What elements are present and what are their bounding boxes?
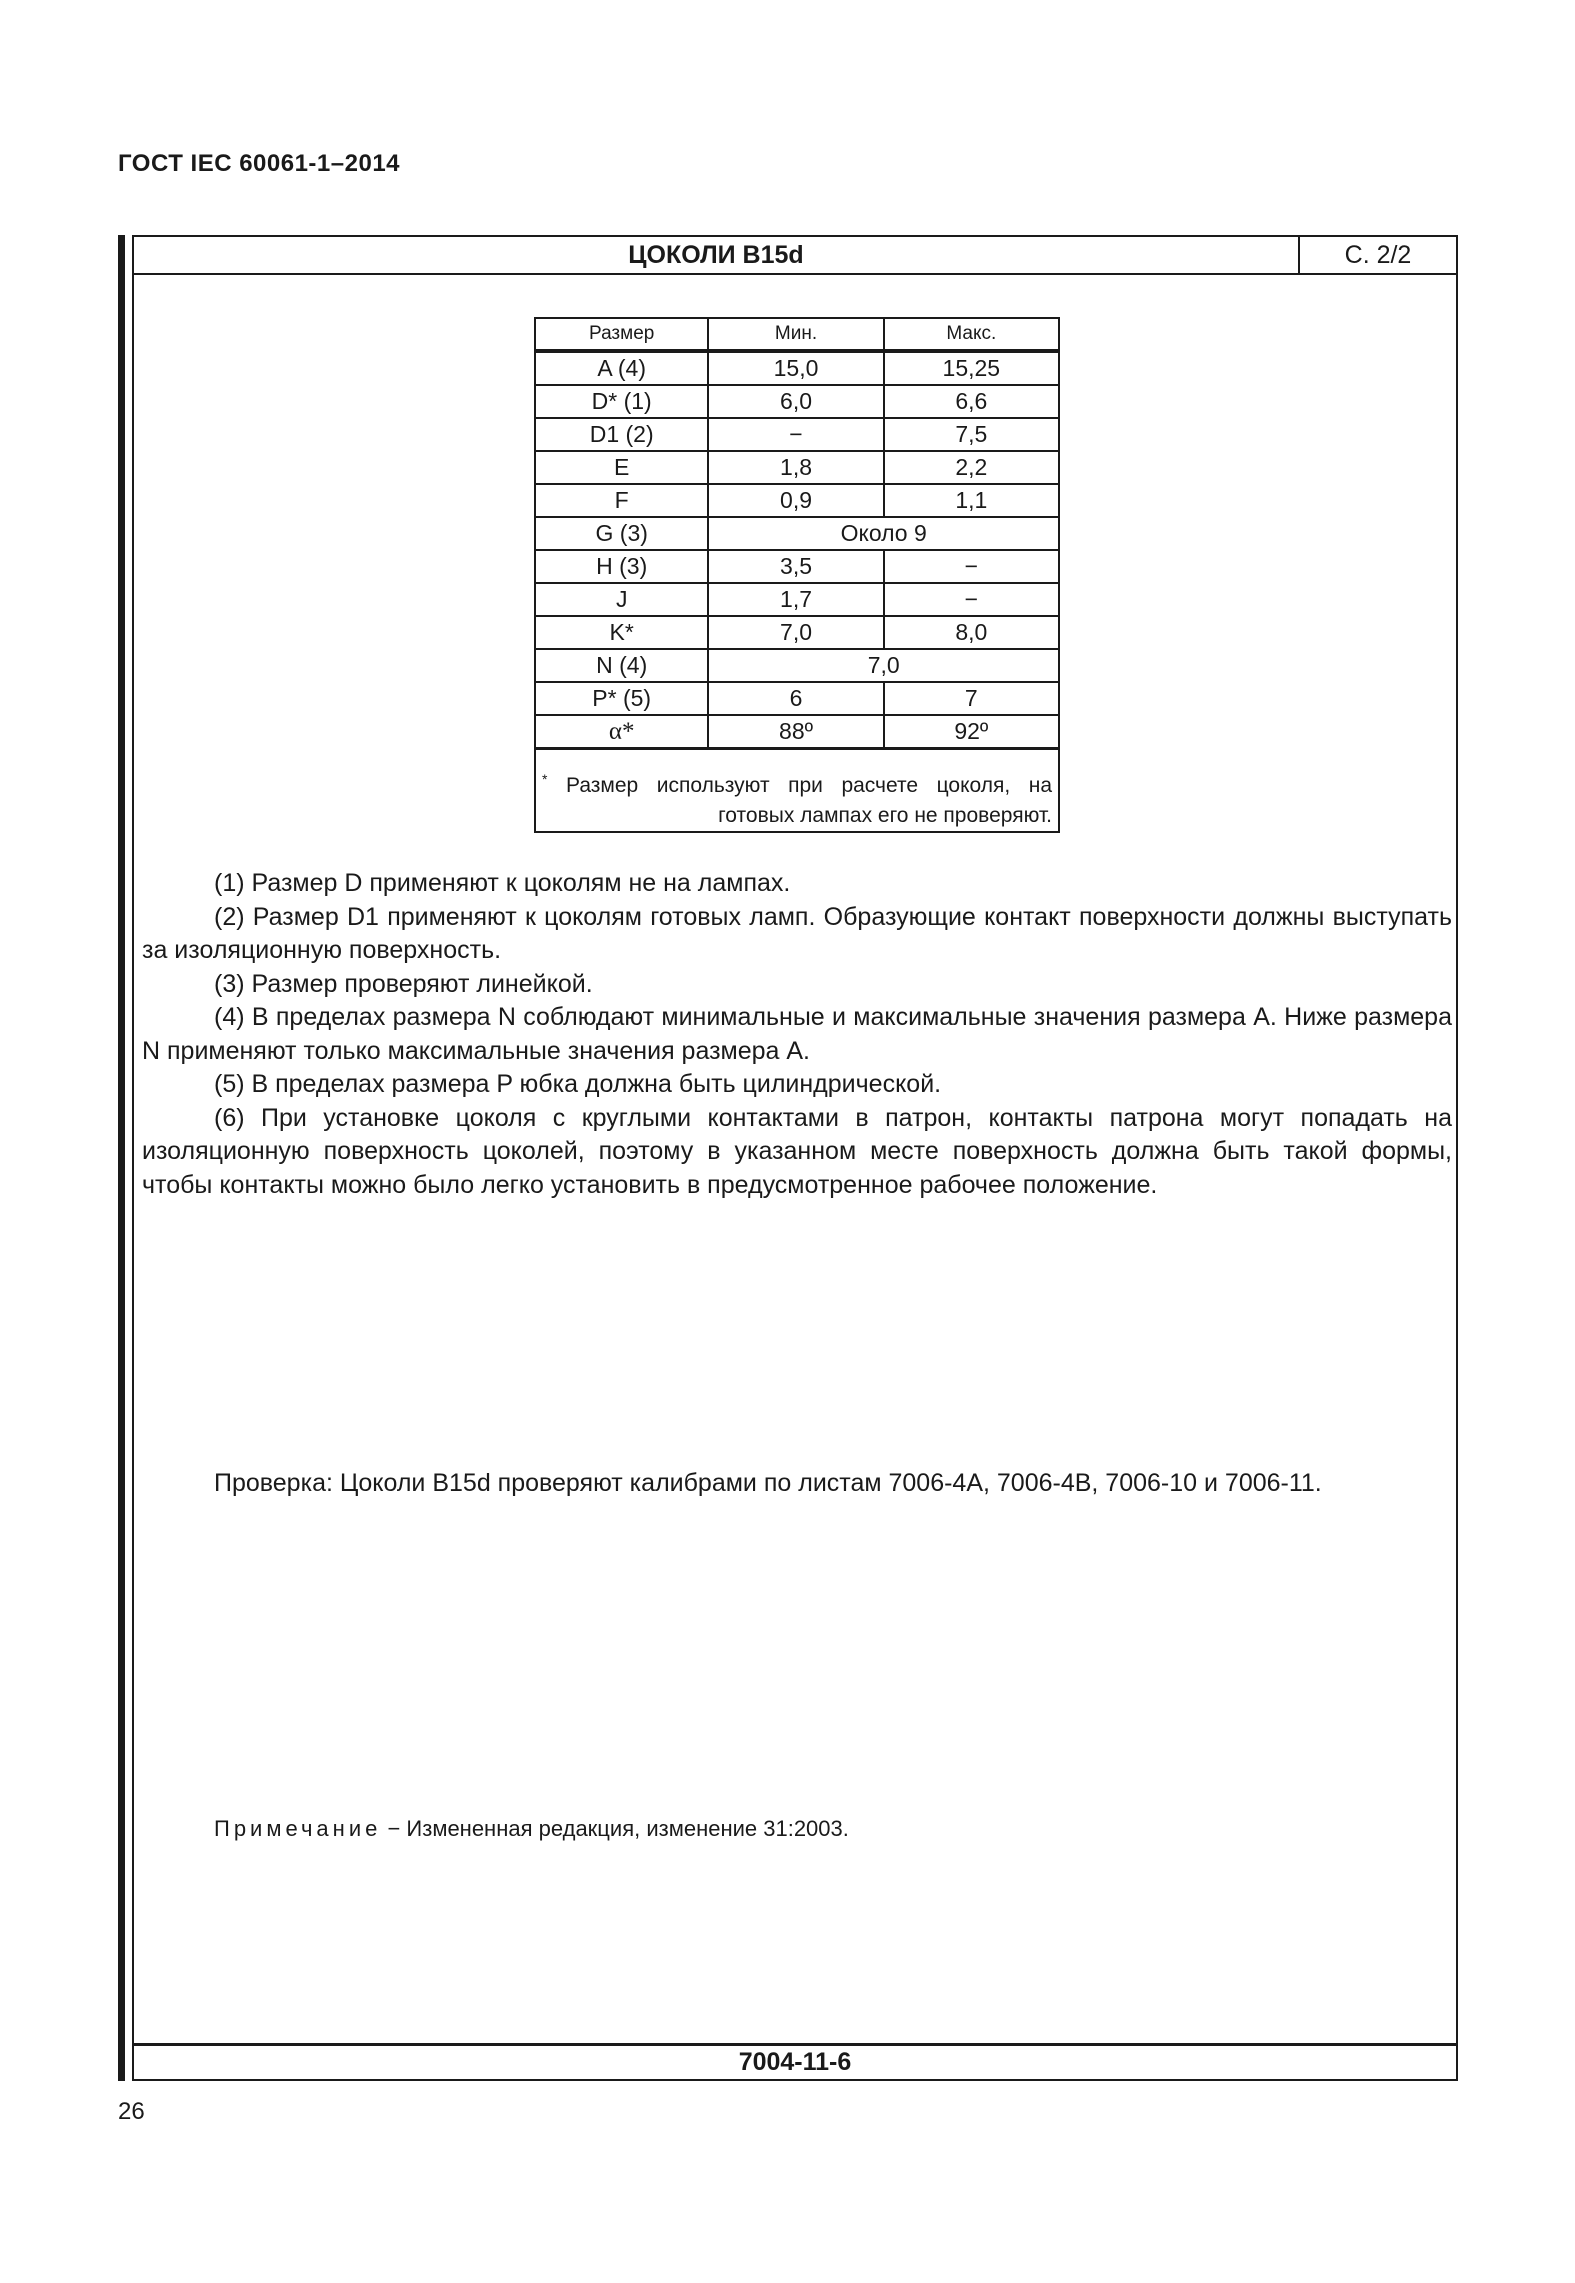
min-cell: −: [708, 418, 883, 451]
min-cell: 1,7: [708, 583, 883, 616]
table-row: [535, 517, 1059, 550]
min-cell: 7,0: [708, 616, 883, 649]
sheet-page-ref: С. 2/2: [1344, 241, 1412, 269]
document-code: ГОСТ IEC 60061-1–2014: [118, 150, 401, 177]
merged-value-cell: 7,0: [708, 649, 1059, 682]
note-paragraph: (4) В пределах размера N соблюдают минимальные и максимальные значения размера A. Ниже размера N применяют только максимальные значения размера A.: [142, 1003, 1452, 1065]
left-margin-bar: [118, 235, 125, 2081]
note-paragraph: (3) Размер проверяют линейкой.: [214, 969, 593, 998]
remark: [214, 1814, 1454, 1844]
footnote-text: Размер используют при расчете цоколя, на готовых лампах его не проверяют.: [566, 774, 1052, 827]
note-paragraph: (6) При установке цоколя с круглыми контактами в патрон, контакты патрона могут попадать на изоляционную поверхность цоколей, поэтому в указанном месте поверхность должна быть такой формы, чтобы контакты можно было легко установить в предусмотренное рабочее положение.: [142, 1103, 1452, 1199]
remark-label: Примечание: [214, 1816, 382, 1841]
min-cell: 3,5: [708, 550, 883, 583]
dimension-cell: N (4): [535, 649, 708, 682]
note-paragraph: (2) Размер D1 применяют к цоколям готовых ламп. Образующие контакт поверхности должны выступать за изоляционную поверхность.: [142, 902, 1452, 964]
table-row: [535, 682, 1059, 715]
table-row: [535, 484, 1059, 517]
dimension-cell: J: [535, 583, 708, 616]
table-row: [535, 451, 1059, 484]
table-header-row: [535, 318, 1059, 351]
table-row: [535, 351, 1059, 385]
min-cell: 88º: [708, 715, 883, 749]
remark-text: − Измененная редакция, изменение 31:2003.: [381, 1816, 849, 1841]
footnote-mark: *: [542, 771, 548, 787]
max-cell: 2,2: [884, 451, 1059, 484]
sheet-title: ЦОКОЛИ B15d: [628, 241, 804, 269]
table-footnote-row: [535, 749, 1059, 833]
min-cell: 15,0: [708, 351, 883, 385]
max-cell: −: [884, 583, 1059, 616]
min-cell: 6,0: [708, 385, 883, 418]
table-footnote: [535, 749, 1059, 833]
min-cell: 1,8: [708, 451, 883, 484]
table-row: [535, 550, 1059, 583]
max-cell: 7,5: [884, 418, 1059, 451]
dimension-cell: D1 (2): [535, 418, 708, 451]
table-row: [535, 616, 1059, 649]
dimension-cell: G (3): [535, 517, 708, 550]
sheet-header: [134, 237, 1456, 275]
note-paragraph: (5) В пределах размера P юбка должна быть цилиндрической.: [214, 1070, 942, 1098]
dimension-cell: K*: [535, 616, 708, 649]
column-header-dimension: Размер: [535, 318, 708, 351]
check-text: Проверка: Цоколи B15d проверяют калибрами по листам 7006-4A, 7006-4B, 7006-10 и 7006-11.: [214, 1469, 1322, 1497]
dimension-cell: α*: [535, 715, 708, 749]
sheet-frame: [132, 235, 1458, 2081]
merged-value-cell: Около 9: [708, 517, 1059, 550]
dimensions-table: [534, 317, 1060, 833]
dimension-cell: H (3): [535, 550, 708, 583]
dimension-cell: P* (5): [535, 682, 708, 715]
table-row: [535, 385, 1059, 418]
min-cell: 6: [708, 682, 883, 715]
dimension-cell: E: [535, 451, 708, 484]
note-paragraph: (1) Размер D применяют к цоколям не на лампах.: [214, 869, 791, 897]
max-cell: 6,6: [884, 385, 1059, 418]
max-cell: −: [884, 550, 1059, 583]
table-row: [535, 649, 1059, 682]
notes-section: [142, 867, 1452, 1202]
column-header-min: Мин.: [708, 318, 883, 351]
max-cell: 7: [884, 682, 1059, 715]
dimension-cell: F: [535, 484, 708, 517]
dimension-cell: D* (1): [535, 385, 708, 418]
table-row: [535, 418, 1059, 451]
max-cell: 1,1: [884, 484, 1059, 517]
column-header-max: Макс.: [884, 318, 1059, 351]
max-cell: 15,25: [884, 351, 1059, 385]
page-number: 26: [118, 2098, 145, 2125]
table-row: [535, 583, 1059, 616]
max-cell: 8,0: [884, 616, 1059, 649]
sheet-number: 7004-11-6: [134, 2043, 1456, 2079]
min-cell: 0,9: [708, 484, 883, 517]
max-cell: 92º: [884, 715, 1059, 749]
dimension-cell: A (4): [535, 351, 708, 385]
table-row: [535, 715, 1059, 749]
